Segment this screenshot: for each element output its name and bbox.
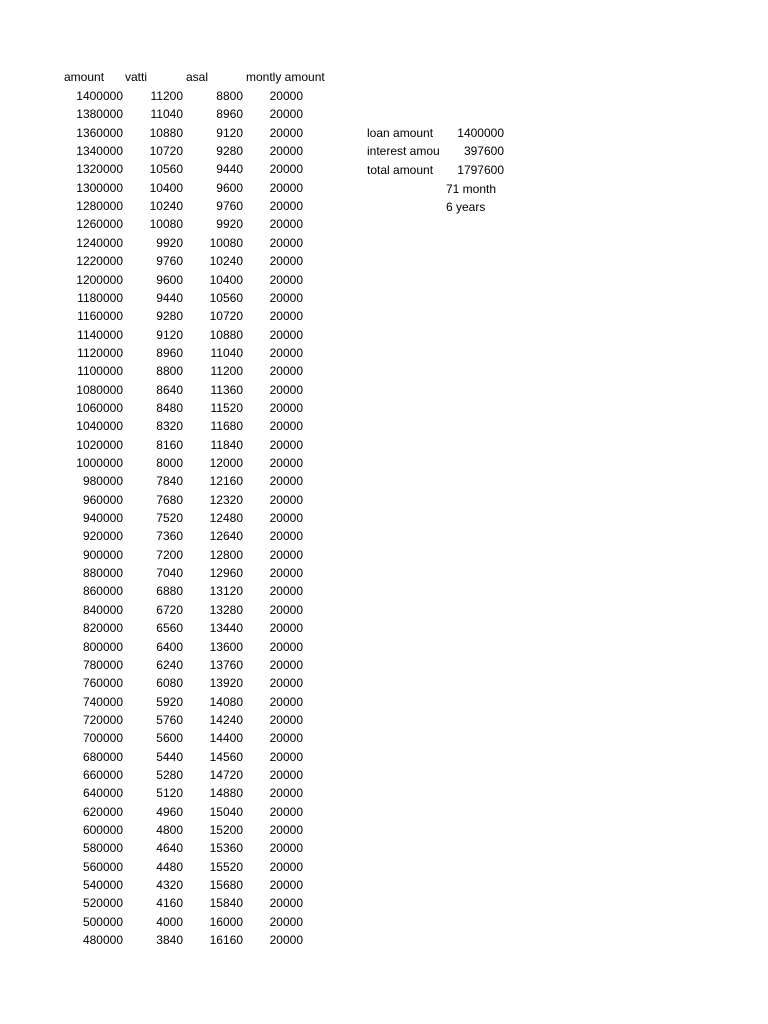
monthly-amount-cell: 20000: [269, 456, 303, 470]
asal-cell: 11200: [210, 364, 243, 379]
asal-cell: 10880: [209, 327, 243, 342]
monthly-amount-cell: 20000: [269, 547, 303, 562]
vatti-cell: 9440: [156, 290, 183, 305]
asal-cell: 13760: [209, 657, 243, 672]
table-row: [0, 326, 340, 344]
monthly-amount-cell: 20000: [269, 272, 303, 287]
monthly-amount-cell: 20000: [269, 602, 303, 617]
vatti-cell: 7040: [156, 566, 183, 581]
total-amount-value: 1797600: [457, 163, 504, 177]
amount-cell: 780000: [82, 657, 123, 672]
monthly-amount-cell: 20000: [269, 878, 303, 893]
table-row: [0, 931, 340, 949]
monthly-amount-cell: 20000: [269, 125, 303, 140]
table-row: [0, 417, 340, 435]
table-row: [0, 454, 340, 472]
vatti-cell: 5280: [156, 767, 183, 782]
header-asal: asal: [186, 70, 209, 84]
amount-cell: 960000: [82, 492, 123, 507]
vatti-cell: 9600: [156, 272, 183, 287]
asal-cell: 12640: [209, 529, 243, 544]
amount-cell: 1160000: [77, 309, 123, 324]
asal-cell: 10560: [209, 290, 243, 305]
table-row: [0, 160, 340, 178]
table-row: [0, 858, 340, 876]
amount-cell: 580000: [82, 841, 123, 856]
asal-cell: 16160: [209, 933, 243, 948]
monthly-amount-cell: 20000: [269, 749, 303, 764]
table-row: [0, 124, 340, 142]
monthly-amount-cell: 20000: [269, 235, 303, 250]
table-row: [0, 913, 340, 931]
vatti-cell: 4960: [156, 804, 183, 819]
monthly-amount-cell: 20000: [269, 419, 303, 434]
amount-cell: 620000: [82, 804, 123, 819]
table-row: [0, 638, 340, 656]
table-row: [0, 509, 340, 527]
asal-cell: 12320: [209, 492, 243, 507]
monthly-amount-cell: 20000: [269, 823, 303, 837]
vatti-cell: 4480: [156, 859, 183, 874]
table-row: [0, 729, 340, 747]
asal-cell: 13280: [209, 602, 243, 617]
vatti-cell: 10400: [149, 180, 183, 195]
monthly-amount-cell: 20000: [269, 400, 303, 415]
amount-cell: 1380000: [76, 107, 123, 122]
amount-cell: 860000: [82, 584, 123, 599]
vatti-cell: 4000: [156, 914, 183, 929]
asal-cell: 11520: [210, 400, 243, 415]
asal-cell: 16000: [209, 914, 243, 929]
asal-cell: 10400: [209, 272, 243, 287]
vatti-cell: 10560: [149, 162, 183, 177]
amount-cell: 940000: [82, 511, 123, 526]
amount-cell: 1260000: [76, 217, 123, 232]
asal-cell: 12960: [209, 566, 243, 581]
monthly-amount-cell: 20000: [269, 767, 303, 782]
loan-amount-label: loan amount: [367, 126, 434, 140]
table-row: [0, 564, 340, 582]
vatti-cell: 11200: [150, 89, 183, 103]
table-row: [0, 582, 340, 600]
asal-cell: 11840: [210, 437, 243, 452]
table-row: [0, 436, 340, 454]
asal-cell: 9440: [216, 162, 243, 177]
asal-cell: 9760: [216, 199, 243, 214]
amount-cell: 700000: [82, 731, 123, 746]
vatti-cell: 9120: [156, 327, 183, 342]
amount-cell: 520000: [82, 896, 123, 911]
amount-cell: 1300000: [76, 180, 123, 195]
monthly-amount-cell: 20000: [269, 511, 303, 526]
vatti-cell: 5440: [156, 749, 183, 764]
asal-cell: 14080: [209, 694, 243, 709]
table-row: [0, 381, 340, 399]
amount-cell: 880000: [82, 566, 123, 581]
table-row: [0, 472, 340, 490]
monthly-amount-cell: 20000: [269, 676, 303, 691]
monthly-amount-cell: 20000: [269, 254, 303, 269]
table-row: [0, 215, 340, 233]
amount-cell: 1080000: [76, 382, 123, 397]
monthly-amount-cell: 20000: [269, 786, 303, 801]
monthly-amount-cell: 20000: [269, 492, 303, 507]
table-row: [0, 234, 340, 252]
amount-cell: 1280000: [76, 199, 123, 214]
asal-cell: 11360: [210, 382, 243, 397]
asal-cell: 15680: [209, 878, 243, 893]
vatti-cell: 4640: [156, 841, 183, 856]
table-row: [0, 289, 340, 307]
vatti-cell: 6400: [156, 639, 183, 654]
asal-cell: 8800: [216, 89, 243, 103]
monthly-amount-cell: 20000: [269, 309, 303, 324]
vatti-cell: 6080: [156, 676, 183, 691]
asal-cell: 14400: [209, 731, 243, 746]
table-row: [0, 491, 340, 509]
table-row: [0, 399, 340, 417]
table-row: [0, 656, 340, 674]
vatti-cell: 8480: [156, 400, 183, 415]
vatti-cell: 8000: [156, 456, 183, 470]
table-row: [0, 271, 340, 289]
table-row: [0, 142, 340, 160]
asal-cell: 11040: [210, 345, 243, 360]
amount-cell: 980000: [82, 474, 123, 489]
amount-cell: 640000: [82, 786, 123, 801]
table-row: [0, 527, 340, 545]
vatti-cell: 10240: [149, 199, 183, 214]
vatti-cell: 10080: [149, 217, 183, 232]
asal-cell: 13440: [209, 621, 243, 636]
monthly-amount-cell: 20000: [269, 180, 303, 195]
asal-cell: 13920: [209, 676, 243, 691]
table-row: [0, 252, 340, 270]
table-row: [0, 87, 340, 105]
table-row: [0, 766, 340, 784]
asal-cell: 10080: [209, 235, 243, 250]
vatti-cell: 9760: [156, 254, 183, 269]
amount-cell: 900000: [82, 547, 123, 562]
vatti-cell: 8320: [156, 419, 183, 434]
vatti-cell: 8960: [156, 345, 183, 360]
monthly-amount-cell: 20000: [269, 896, 303, 911]
vatti-cell: 7840: [156, 474, 183, 489]
table-row: [0, 344, 340, 362]
vatti-cell: 11040: [150, 107, 183, 122]
monthly-amount-cell: 20000: [269, 566, 303, 581]
monthly-amount-cell: 20000: [269, 584, 303, 599]
vatti-cell: 9920: [156, 235, 183, 250]
monthly-amount-cell: 20000: [269, 290, 303, 305]
interest-amount-label: interest amou: [367, 144, 440, 158]
amount-cell: 740000: [82, 694, 123, 709]
amount-cell: 1000000: [76, 456, 123, 470]
vatti-cell: 10880: [149, 125, 183, 140]
vatti-cell: 5120: [156, 786, 183, 801]
amount-cell: 1120000: [77, 345, 123, 360]
asal-cell: 15840: [209, 896, 243, 911]
asal-cell: 12160: [209, 474, 243, 489]
total-amount-label: total amount: [367, 163, 434, 177]
asal-cell: 14240: [209, 712, 243, 727]
vatti-cell: 8160: [156, 437, 183, 452]
amount-cell: 760000: [82, 676, 123, 691]
amount-cell: 600000: [82, 823, 123, 837]
vatti-cell: 10720: [149, 144, 183, 159]
vatti-cell: 4320: [156, 878, 183, 893]
monthly-amount-cell: 20000: [269, 144, 303, 159]
monthly-amount-cell: 20000: [269, 731, 303, 746]
vatti-cell: 5760: [156, 712, 183, 727]
vatti-cell: 4160: [156, 896, 183, 911]
asal-cell: 9600: [216, 180, 243, 195]
vatti-cell: 6720: [156, 602, 183, 617]
vatti-cell: 7360: [156, 529, 183, 544]
asal-cell: 10240: [209, 254, 243, 269]
amount-cell: 1180000: [77, 290, 123, 305]
amount-cell: 500000: [82, 914, 123, 929]
amount-cell: 920000: [82, 529, 123, 544]
monthly-amount-cell: 20000: [269, 694, 303, 709]
monthly-amount-cell: 20000: [269, 639, 303, 654]
asal-cell: 14560: [209, 749, 243, 764]
vatti-cell: 8800: [156, 364, 183, 379]
monthly-amount-cell: 20000: [269, 529, 303, 544]
monthly-amount-cell: 20000: [269, 162, 303, 177]
amount-cell: 1340000: [76, 144, 123, 159]
amount-cell: 1320000: [76, 162, 123, 177]
amount-cell: 560000: [82, 859, 123, 874]
amount-cell: 1400000: [76, 89, 123, 103]
table-row: [0, 839, 340, 857]
asal-cell: 15040: [209, 804, 243, 819]
monthly-amount-cell: 20000: [269, 382, 303, 397]
monthly-amount-cell: 20000: [269, 437, 303, 452]
asal-cell: 14880: [209, 786, 243, 801]
table-row: [0, 179, 340, 197]
loan-amount-value: 1400000: [457, 126, 504, 140]
monthly-amount-cell: 20000: [269, 327, 303, 342]
amount-cell: 480000: [82, 933, 123, 948]
table-row: [0, 748, 340, 766]
amount-cell: 660000: [82, 767, 123, 782]
monthly-amount-cell: 20000: [269, 933, 303, 948]
vatti-cell: 3840: [156, 933, 183, 948]
amount-cell: 840000: [82, 602, 123, 617]
table-row: [0, 546, 340, 564]
asal-cell: 10720: [209, 309, 243, 324]
monthly-amount-cell: 20000: [269, 474, 303, 489]
amount-cell: 1200000: [76, 272, 123, 287]
asal-cell: 13600: [209, 639, 243, 654]
asal-cell: 15520: [209, 859, 243, 874]
vatti-cell: 8640: [156, 382, 183, 397]
vatti-cell: 9280: [156, 309, 183, 324]
table-row: [0, 711, 340, 729]
monthly-amount-cell: 20000: [269, 914, 303, 929]
amount-cell: 1040000: [76, 419, 123, 434]
vatti-cell: 7200: [156, 547, 183, 562]
asal-cell: 12800: [209, 547, 243, 562]
asal-cell: 15360: [209, 841, 243, 856]
table-row: [0, 619, 340, 637]
amount-cell: 540000: [82, 878, 123, 893]
monthly-amount-cell: 20000: [269, 345, 303, 360]
vatti-cell: 5600: [156, 731, 183, 746]
monthly-amount-cell: 20000: [269, 89, 303, 103]
monthly-amount-cell: 20000: [269, 712, 303, 727]
amount-cell: 720000: [82, 712, 123, 727]
vatti-cell: 6880: [156, 584, 183, 599]
asal-cell: 9920: [216, 217, 243, 232]
table-row: [0, 876, 340, 894]
asal-cell: 11680: [210, 419, 243, 434]
table-row: [0, 784, 340, 802]
amount-cell: 1100000: [77, 364, 123, 379]
asal-cell: 8960: [216, 107, 243, 122]
amount-cell: 1240000: [76, 235, 123, 250]
amount-cell: 800000: [82, 639, 123, 654]
vatti-cell: 7680: [156, 492, 183, 507]
asal-cell: 13120: [209, 584, 243, 599]
asal-cell: 12480: [209, 511, 243, 526]
asal-cell: 14720: [209, 767, 243, 782]
amount-cell: 1060000: [76, 400, 123, 415]
interest-amount-value: 397600: [463, 144, 504, 158]
table-row: [0, 803, 340, 821]
vatti-cell: 6560: [156, 621, 183, 636]
vatti-cell: 7520: [156, 511, 183, 526]
table-row: [0, 821, 340, 839]
table-row: [0, 601, 340, 619]
monthly-amount-cell: 20000: [269, 199, 303, 214]
table-row: [0, 105, 340, 123]
vatti-cell: 5920: [156, 694, 183, 709]
table-row: [0, 362, 340, 380]
table-row: [0, 693, 340, 711]
header-vatti: vatti: [125, 70, 148, 84]
amount-cell: 1220000: [76, 254, 123, 269]
table-row: [0, 307, 340, 325]
years-text: 6 years: [446, 200, 486, 214]
months-text: 71 month: [446, 182, 497, 196]
asal-cell: 9120: [216, 125, 243, 140]
monthly-amount-cell: 20000: [269, 364, 303, 379]
monthly-amount-cell: 20000: [269, 657, 303, 672]
monthly-amount-cell: 20000: [269, 107, 303, 122]
monthly-amount-cell: 20000: [269, 841, 303, 856]
amount-cell: 1140000: [77, 327, 123, 342]
header-amount: amount: [64, 70, 105, 84]
amount-cell: 1020000: [76, 437, 123, 452]
table-row: [0, 674, 340, 692]
monthly-amount-cell: 20000: [269, 217, 303, 232]
monthly-amount-cell: 20000: [269, 859, 303, 874]
amount-cell: 820000: [82, 621, 123, 636]
table-row: [0, 894, 340, 912]
asal-cell: 15200: [209, 823, 243, 837]
monthly-amount-cell: 20000: [269, 621, 303, 636]
table-row: [0, 197, 340, 215]
asal-cell: 9280: [216, 144, 243, 159]
asal-cell: 12000: [209, 456, 243, 470]
vatti-cell: 6240: [156, 657, 183, 672]
header-monthly-amount: montly amount: [246, 70, 325, 84]
vatti-cell: 4800: [156, 823, 183, 837]
amount-cell: 680000: [82, 749, 123, 764]
amount-cell: 1360000: [76, 125, 123, 140]
monthly-amount-cell: 20000: [269, 804, 303, 819]
